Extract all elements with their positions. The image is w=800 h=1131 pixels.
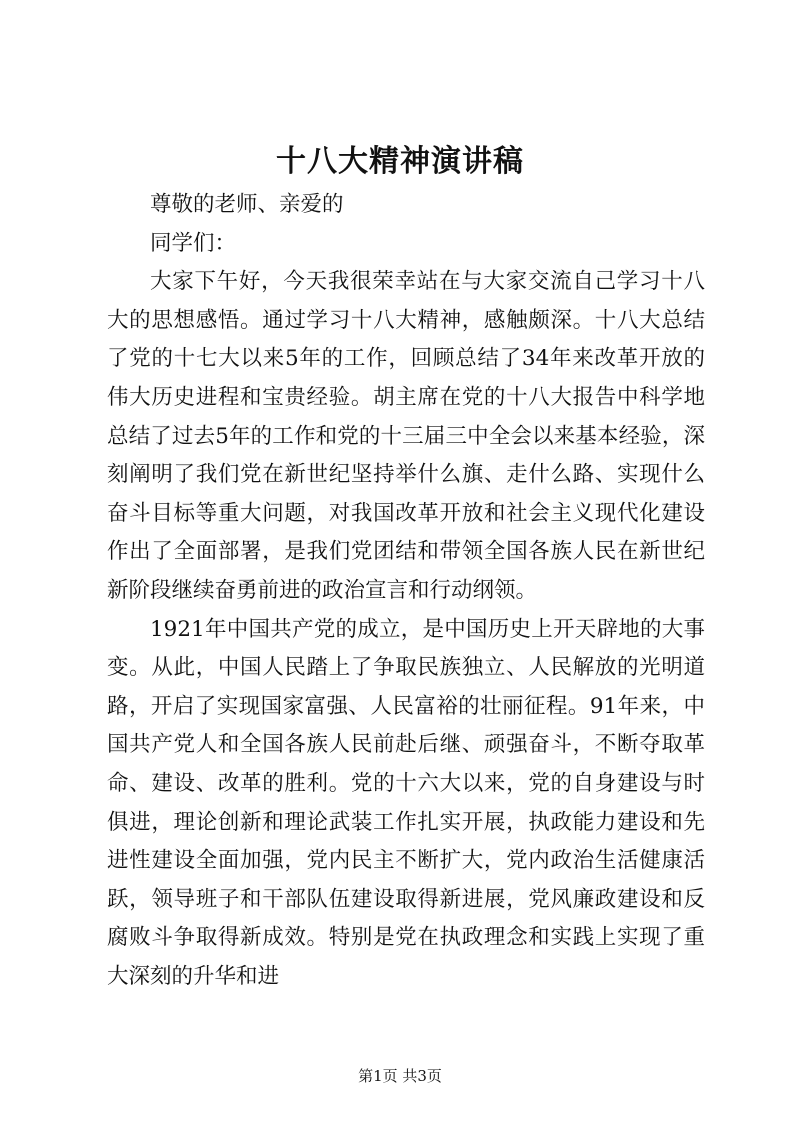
body-paragraph: 大家下午好，今天我很荣幸站在与大家交流自己学习十八大的思想感悟。通过学习十八大精神，感触颇深。十八大总结了党的十七大以来5年的工作，回顾总结了34年来改革开放的伟大历史进程和宝贵经验。胡主席在党的十八大报告中科学地总结了过去5年的工作和党的十三届三中全会以来基本经验，深刻阐明了我们党在新世纪坚持举什么旗、走什么路、实现什么奋斗目标等重大问题，对我国改革开放和社会主义现代化建设作出了全面部署，是我们党团结和带领全国各族人民在新世纪新阶段继续奋勇前进的政治宣言和行动纲领。 [107,269,705,603]
document-title: 十八大精神演讲稿 [276,144,524,179]
page-footer: 第1页 共3页 [358,1067,442,1085]
salutation-line-1: 尊敬的老师、亲爱的 [150,192,344,217]
body-paragraph: 1921年中国共产党的成立，是中国历史上开天辟地的大事变。从此，中国人民踏上了争取民族独立、人民解放的光明道路，开启了实现国家富强、人民富裕的壮丽征程。91年来，中国共产党人和全国各族人民前赴后继、顽强奋斗，不断夺取革命、建设、改革的胜利。党的十六大以来，党的自身建设与时俱进，理论创新和理论武装工作扎实开展，执政能力建设和先进性建设全面加强，党内民主不断扩大，党内政治生活健康活跃，领导班子和干部队伍建设取得新进展，党风廉政建设和反腐败斗争取得新成效。特别是党在执政理念和实践上实现了重大深刻的升华和进 [107,616,705,989]
salutation-line-2: 同学们： [150,230,237,256]
document-body [107,186,705,996]
